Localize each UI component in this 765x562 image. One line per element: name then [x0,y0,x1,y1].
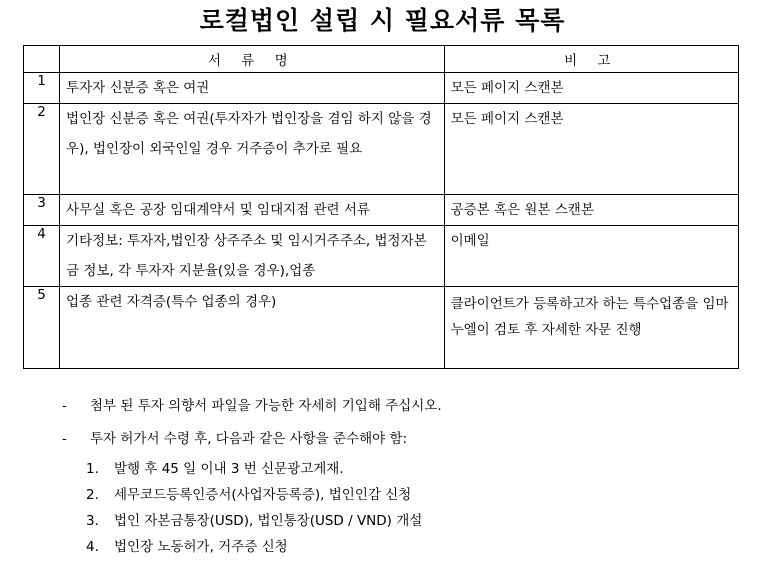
row-document: 기타정보: 투자자,법인장 상주주소 및 임시거주주소, 법정자본금 정보, 각 투자자 지분율(있을 경우),업종 [60,226,445,287]
note-text: 투자 허가서 수령 후, 다음과 같은 사항을 준수해야 함: [90,431,408,447]
row-note: 모든 페이지 스캔본 [444,73,738,104]
step-text: 세무코드등록인증서(사업자등록증), 법인인감 신청 [114,487,412,503]
step-text: 법인 자본금통장(USD), 법인통장(USD / VND) 개설 [114,513,423,529]
row-document: 사무실 혹은 공장 임대계약서 및 임대지점 관련 서류 [60,195,445,226]
list-item [86,456,422,482]
document-title: 로컬법인 설립 시 필요서류 목록 [199,6,566,35]
step-number: 1. [86,461,99,477]
row-document: 투자자 신분증 혹은 여권 [60,73,445,104]
step-number: 2. [86,487,99,503]
row-document: 법인장 신분증 혹은 여권(투자자가 법인장을 겸임 하지 않을 경우), 법인장이 외국인일 경우 거주증이 추가로 필요 [60,104,445,195]
step-text: 법인장 노동허가, 거주증 신청 [114,539,288,555]
row-number: 3 [24,195,60,226]
row-document: 업종 관련 자격증(특수 업종의 경우) [60,287,445,369]
table-row [24,287,739,369]
table-row [24,226,739,287]
step-number: 3. [86,513,99,529]
list-item [62,393,442,426]
row-number: 5 [24,287,60,369]
step-number: 4. [86,539,99,555]
note-text: 첨부 된 투자 의향서 파일을 가능한 자세히 기입해 주십시오. [90,398,442,414]
list-item [86,508,422,534]
dash-bullet: - [62,398,67,414]
row-note: 클라이언트가 등록하고자 하는 특수업종을 임마누엘이 검토 후 자세한 자문 진행 [444,287,738,369]
list-item [62,426,442,459]
list-item [86,482,422,508]
row-number: 4 [24,226,60,287]
table-row [24,73,739,104]
row-note: 이메일 [444,226,738,287]
required-documents-table [23,45,739,369]
notes-list [62,393,442,459]
table-header-row [24,46,739,73]
row-note: 공증본 혹은 원본 스캔본 [444,195,738,226]
row-number: 1 [24,73,60,104]
header-note: 비 고 [444,46,738,73]
dash-bullet: - [62,431,67,447]
row-note: 모든 페이지 스캔본 [444,104,738,195]
list-item [86,534,422,560]
steps-list [86,456,422,560]
table-row [24,104,739,195]
row-number: 2 [24,104,60,195]
header-document: 서 류 명 [60,46,445,73]
step-text: 발행 후 45 일 이내 3 번 신문광고게재. [114,461,344,477]
table-row [24,195,739,226]
header-number [24,46,60,73]
